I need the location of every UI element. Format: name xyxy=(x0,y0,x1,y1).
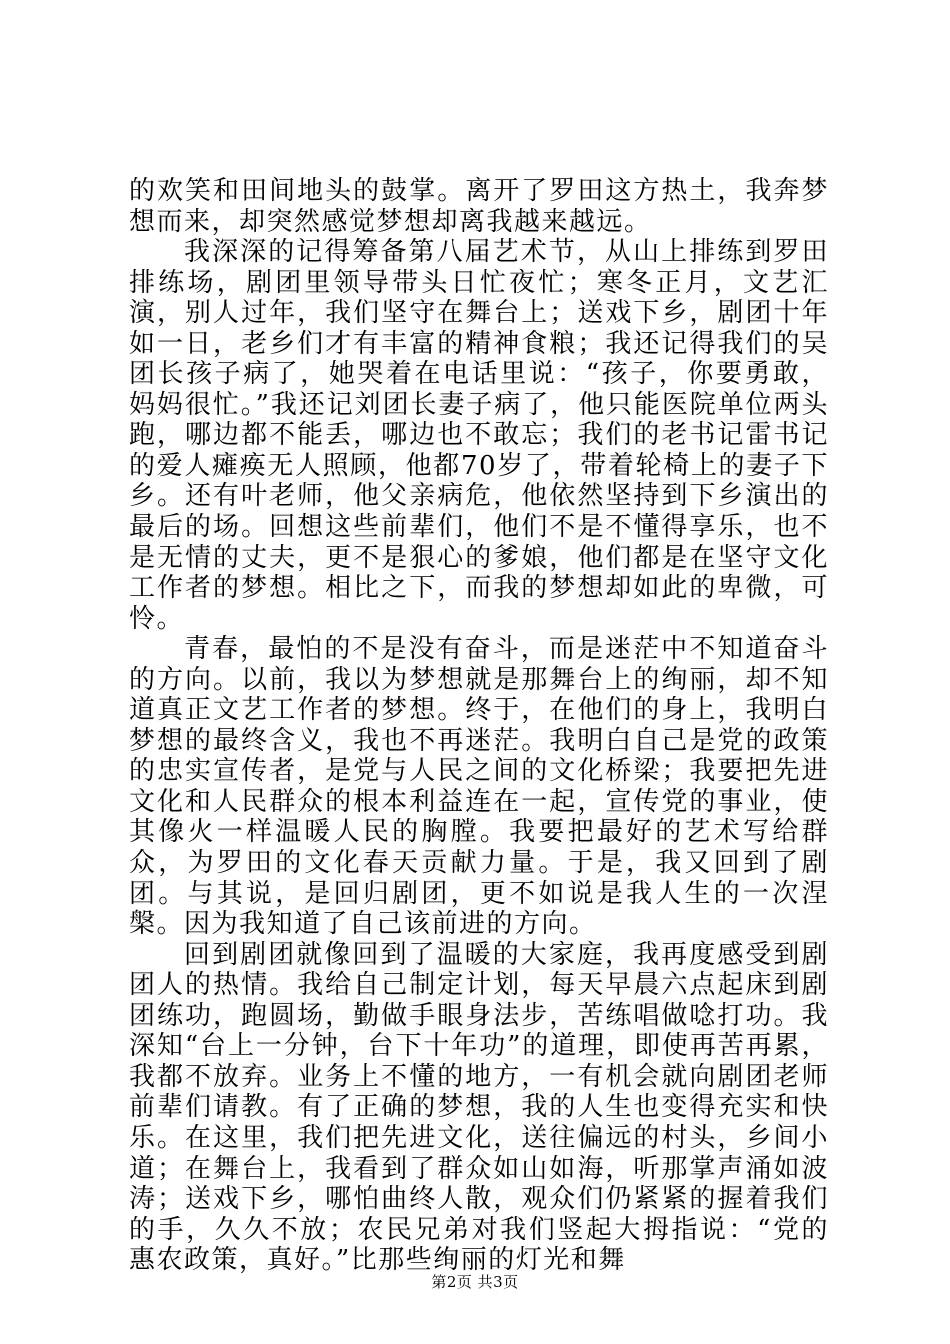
paragraph-continuation: 的欢笑和田间地头的鼓掌。离开了罗田这方热土，我奔梦想而来，却突然感觉梦想却离我越来越远。 xyxy=(129,176,829,237)
paragraph-memories: 我深深的记得筹备第八届艺术节，从山上排练到罗田排练场，剧团里领导带头日忙夜忙；寒冬正月，文艺汇演，别人过年，我们坚守在舞台上；送戏下乡，剧团十年如一日，老乡们才有丰富的精神食粮；我还记得我们的吴团长孩子病了，她哭着在电话里说：“孩子，你要勇敢，妈妈很忙。”我还记刘团长妻子病了，他只能医院单位两头跑，哪边都不能丢，哪边也不敢忘；我们的老书记雷书记的爱人瘫痪无人照顾，他都70岁了，带着轮椅上的妻子下乡。还有叶老师，他父亲病危，他依然坚持到下乡演出的最后的场。回想这些前辈们，他们不是不懂得享乐，也不是无情的丈夫，更不是狠心的爹娘，他们都是在坚守文化工作者的梦想。相比之下，而我的梦想却如此的卑微，可怜。 xyxy=(129,237,829,634)
paragraph-youth: 青春，最怕的不是没有奋斗，而是迷茫中不知道奋斗的方向。以前，我以为梦想就是那舞台上的绚丽，却不知道真正文艺工作者的梦想。终于，在他们的身上，我明白梦想的最终含义，我也不再迷茫。我明白自己是党的政策的忠实宣传者，是党与人民之间的文化桥梁；我要把先进文化和人民群众的根本利益连在一起，宣传党的事业，使其像火一样温暖人民的胸膛。我要把最好的艺术写给群众，为罗田的文化春天贡献力量。于是，我又回到了剧团。与其说，是回归剧团，更不如说是我人生的一次涅槃。因为我知道了自己该前进的方向。 xyxy=(129,634,829,940)
page-footer: 第2页 共3页 xyxy=(431,1273,519,1291)
document-body xyxy=(129,176,829,1276)
paragraph-return: 回到剧团就像回到了温暖的大家庭，我再度感受到剧团人的热情。我给自己制定计划，每天早晨六点起床到剧团练功，跑圆场，勤做手眼身法步，苦练唱做唸打功。我深知“台上一分钟，台下十年功”的道理，即使再苦再累，我都不放弃。业务上不懂的地方，一有机会就向剧团老师前辈们请教。有了正确的梦想，我的人生也变得充实和快乐。在这里，我们把先进文化，送往偏远的村头，乡间小道；在舞台上，我看到了群众如山如海，听那掌声涌如波涛；送戏下乡，哪怕曲终人散，观众们仍紧紧的握着我们的手，久久不放；农民兄弟对我们竖起大拇指说：“党的惠农政策，真好。”比那些绚丽的灯光和舞 xyxy=(129,939,829,1276)
